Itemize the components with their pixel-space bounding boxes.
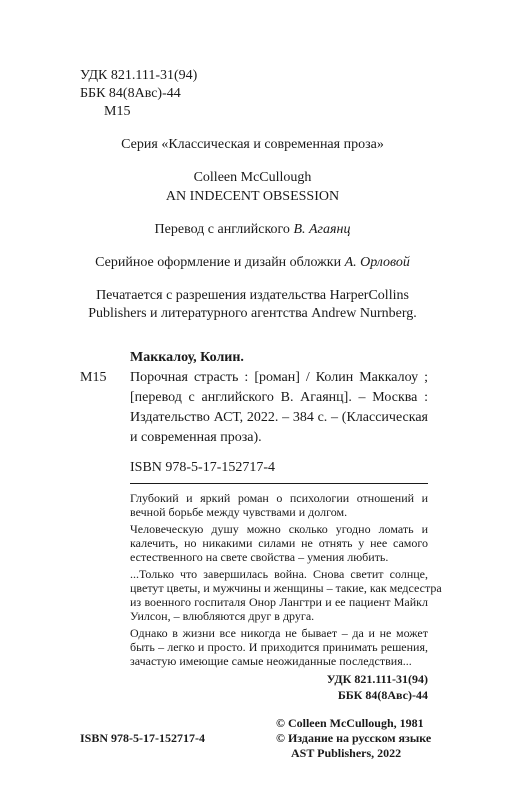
catalog-line-3: Издательство АСТ, 2022. – 384 с. – (Классическая bbox=[130, 410, 428, 425]
original-title: AN INDECENT OBSESSION bbox=[165, 189, 340, 204]
annotation-p2-line-3: естественного на свете свойства – умения любить. bbox=[130, 550, 389, 564]
translator-name: В. Агаянц bbox=[293, 222, 351, 237]
annotation-p4-line-2: быть – легко и просто. И приходится принимать решения, bbox=[130, 640, 428, 654]
annotation-p4-line-1: Однако в жизни все никогда не бывает – да и не может bbox=[130, 626, 428, 640]
annotation-p1-line-2: вечной борьбе между чувствами и долгом. bbox=[130, 505, 348, 519]
footer-bbk-code: ББК 84(8Авс)-44 bbox=[337, 688, 428, 702]
annotation-p2-line-1: Человеческую душу можно сколько угодно ломать и bbox=[130, 522, 428, 536]
catalog-mark: М15 bbox=[80, 370, 107, 385]
copyright-line-2: © Издание на русском языке bbox=[276, 731, 432, 745]
design-prefix: Серийное оформление и дизайн обложки bbox=[95, 255, 345, 270]
annotation-divider bbox=[130, 483, 428, 484]
permission-line-1: Печатается с разрешения издательства HarperCollins bbox=[96, 288, 409, 303]
catalog-line-1: Порочная страсть : [роман] / Колин Маккалоу ; bbox=[130, 370, 428, 385]
annotation-p3-line-4: Уилсон, – влюбляются друг в друга. bbox=[130, 609, 315, 623]
annotation-p3-line-3: из военного госпиталя Онор Лангтри и ее пациент Майкл bbox=[130, 595, 428, 609]
catalog-isbn: ISBN 978-5-17-152717-4 bbox=[130, 460, 276, 475]
designer-name: А. Орловой bbox=[344, 255, 410, 270]
design-credit bbox=[0, 254, 505, 271]
bbk-code: ББК 84(8Авс)-44 bbox=[80, 86, 181, 101]
copyright-line-1: © Colleen McCullough, 1981 bbox=[276, 716, 424, 730]
udk-code: УДК 821.111-31(94) bbox=[80, 68, 198, 83]
original-author: Colleen McCullough bbox=[193, 170, 312, 185]
catalog-author-heading: Маккалоу, Колин. bbox=[130, 350, 244, 365]
annotation-p3-line-1: ...Только что завершилась война. Снова светит солнце, bbox=[130, 567, 428, 581]
annotation-p4-line-3: зачастую имеющие самые неожиданные последствия... bbox=[130, 654, 412, 668]
copyright-line-3: AST Publishers, 2022 bbox=[291, 746, 402, 760]
catalog-line-2: [перевод с английского В. Агаянц]. – Москва : bbox=[130, 390, 428, 405]
translation-prefix: Перевод с английского bbox=[154, 222, 294, 237]
footer-udk-code: УДК 821.111-31(94) bbox=[326, 672, 428, 686]
bottom-isbn: ISBN 978-5-17-152717-4 bbox=[80, 731, 205, 745]
annotation-p3-line-2: цветут цветы, и мужчины и женщины – такие, как медсестра bbox=[130, 581, 442, 595]
translation-credit bbox=[0, 221, 505, 238]
permission-line-2: Publishers и литературного агентства Andrew Nurnberg. bbox=[88, 306, 417, 321]
annotation-p1-line-1: Глубокий и яркий роман о психологии отношений и bbox=[130, 491, 428, 505]
catalog-line-4: и современная проза). bbox=[130, 430, 262, 445]
annotation-p2-line-2: калечить, но никакими силами не отнять у нее самого bbox=[130, 536, 428, 550]
author-mark: М15 bbox=[104, 104, 131, 119]
series-line: Серия «Классическая и современная проза» bbox=[121, 137, 384, 152]
